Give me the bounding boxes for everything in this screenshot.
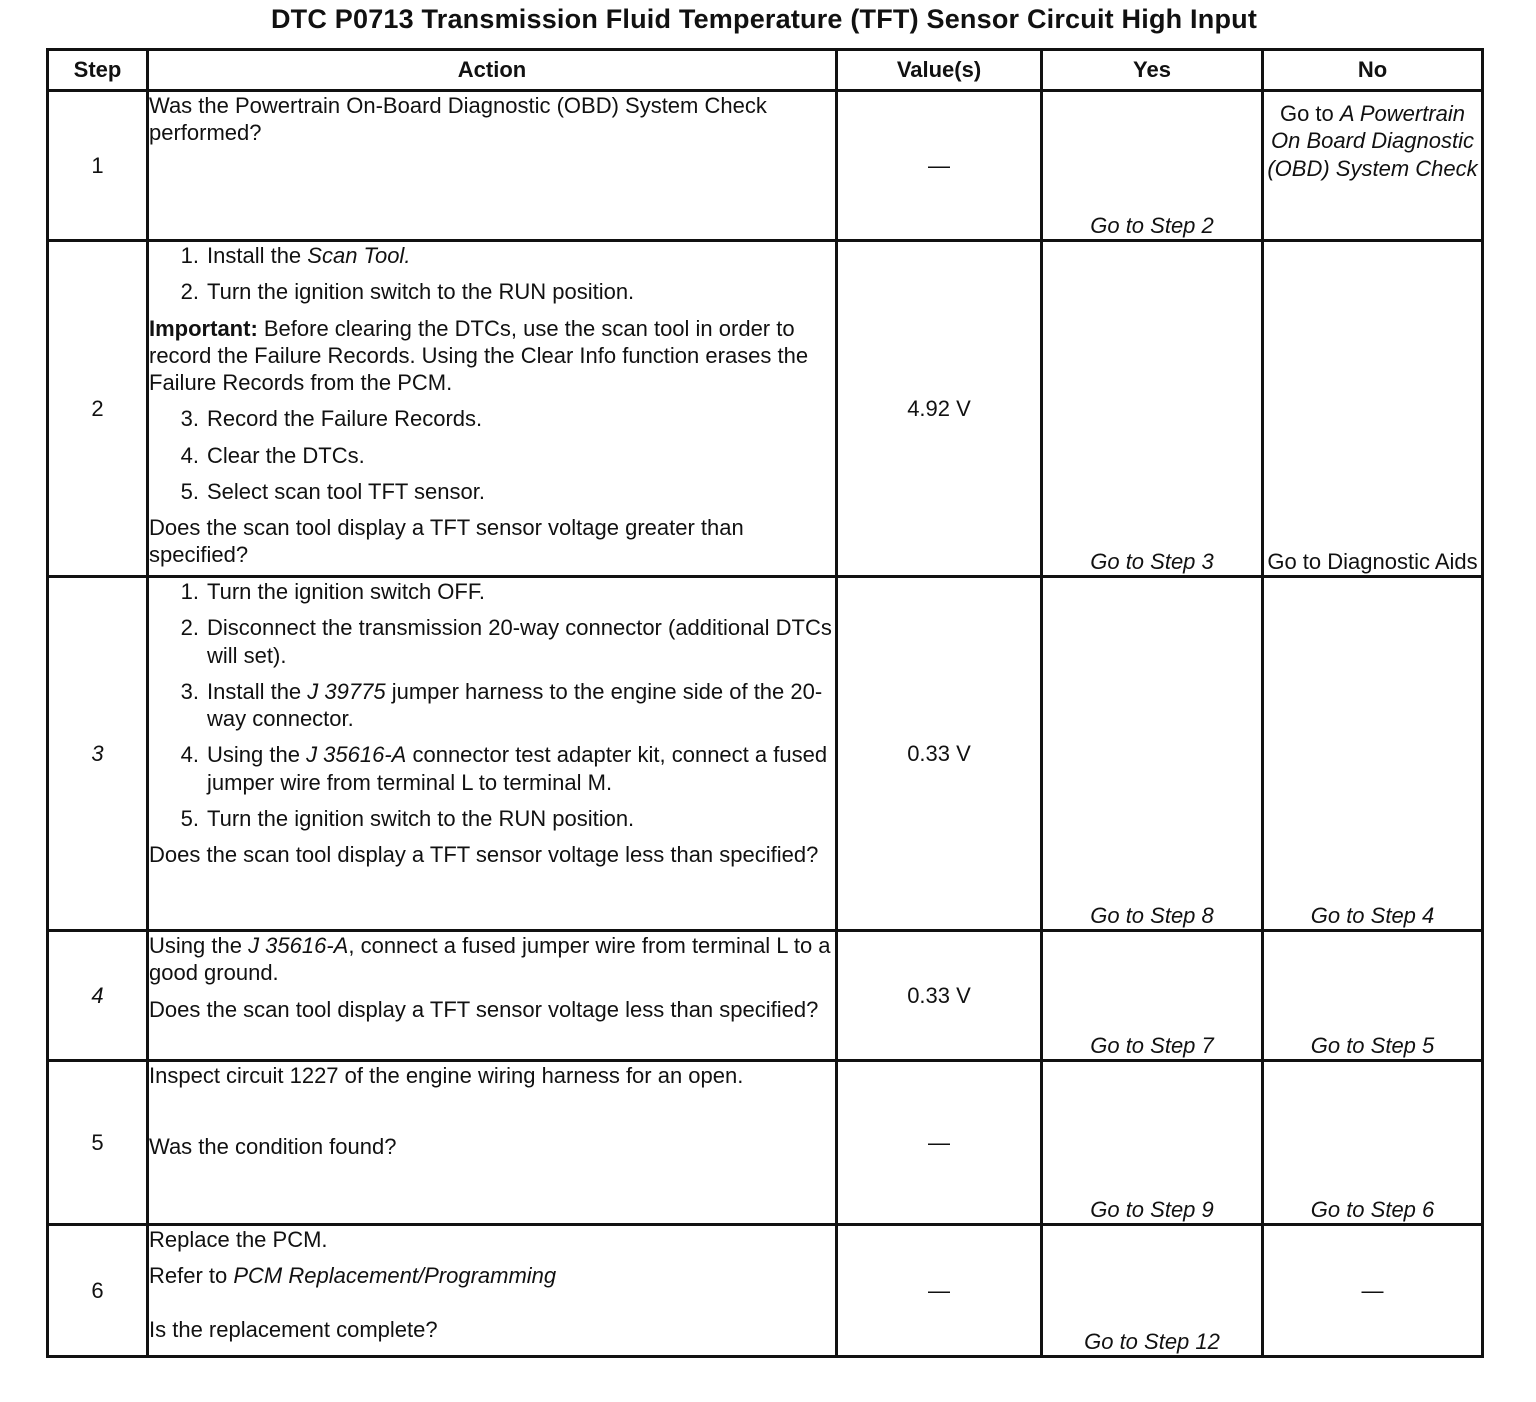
step-number: 4 (48, 931, 148, 1061)
yes-cell: Go to Step 9 (1042, 1061, 1263, 1225)
no-cell: Go to Step 6 (1263, 1061, 1483, 1225)
header-action: Action (148, 50, 837, 91)
table-row (48, 1061, 1483, 1225)
action-text-part: , connect a fused jumper wire from terminal L to a good ground. (149, 933, 831, 986)
tool-name: J 39775 (307, 678, 386, 704)
yes-cell: Go to Step 3 (1042, 241, 1263, 577)
list-number: 5. (180, 805, 199, 831)
action-text: Inspect circuit 1227 of the engine wiring harness for an open. (149, 1063, 744, 1088)
header-step: Step (48, 50, 148, 91)
action-text-part: Using the (149, 933, 249, 958)
no-cell: — (1263, 1225, 1483, 1357)
list-text: Select scan tool TFT sensor. (207, 478, 485, 504)
value-cell: 0.33 V (837, 931, 1042, 1061)
yes-cell: Go to Step 7 (1042, 931, 1263, 1061)
action-list (149, 242, 835, 306)
no-cell: Go to Step 4 (1263, 577, 1483, 931)
diagnostic-table (46, 48, 1484, 1358)
list-item (149, 741, 835, 796)
page-title: DTC P0713 Transmission Fluid Temperature (TFT) Sensor Circuit High Input (270, 4, 1258, 34)
table-row (48, 91, 1483, 241)
action-text: Replace the PCM. (149, 1227, 328, 1252)
list-item (149, 678, 835, 733)
list-text: Install the (207, 243, 308, 268)
list-number: 3. (180, 678, 199, 704)
list-text: Install the (207, 678, 308, 704)
yes-cell: Go to Step 2 (1042, 91, 1263, 241)
step-number: 5 (48, 1061, 148, 1225)
step-number: 3 (48, 577, 148, 931)
no-prefix: Go to (1279, 101, 1334, 126)
action-question: Does the scan tool display a TFT sensor voltage less than specified? (149, 842, 819, 868)
no-cell (1263, 91, 1483, 241)
header-row (48, 50, 1483, 91)
action-cell (148, 1225, 837, 1357)
list-item (149, 805, 835, 832)
list-item (149, 442, 835, 469)
table-row (48, 241, 1483, 577)
step-number: 6 (48, 1225, 148, 1357)
value-cell: — (837, 91, 1042, 241)
important-label: Important: (149, 315, 258, 341)
tool-name: J 35616-A (306, 742, 407, 768)
value-cell: 0.33 V (837, 577, 1042, 931)
list-number: 4. (180, 442, 199, 468)
reference-prefix: Refer to (149, 1263, 234, 1289)
list-number: 1. (180, 579, 199, 604)
list-text: Using the (207, 742, 307, 768)
no-cell: Go to Diagnostic Aids (1263, 241, 1483, 577)
action-reference (149, 1262, 835, 1289)
table-row (48, 931, 1483, 1061)
action-list (149, 405, 835, 505)
no-link-text: A Powertrain On Board Diagnostic (OBD) System Check (1267, 101, 1478, 181)
list-text: Turn the ignition switch OFF. (207, 579, 485, 604)
header-values: Value(s) (837, 50, 1042, 91)
action-cell (148, 577, 837, 931)
action-text: Was the Powertrain On-Board Diagnostic (OBD) System Check performed? (149, 93, 767, 146)
list-text: Disconnect the transmission 20-way connector (additional DTCs will set). (207, 615, 832, 668)
header-yes: Yes (1042, 50, 1263, 91)
list-number: 2. (180, 615, 199, 641)
tool-name: Scan Tool. (307, 243, 411, 268)
step-number: 1 (48, 91, 148, 241)
value-cell: — (837, 1225, 1042, 1357)
list-number: 5. (180, 478, 199, 504)
value-cell: — (837, 1061, 1042, 1225)
list-number: 3. (180, 406, 199, 432)
table-row (48, 577, 1483, 931)
spacer (149, 1290, 835, 1316)
list-text: Record the Failure Records. (207, 406, 483, 432)
yes-cell: Go to Step 8 (1042, 577, 1263, 931)
table-row (48, 1225, 1483, 1357)
action-cell (148, 931, 837, 1061)
list-item (149, 405, 835, 432)
action-question: Is the replacement complete? (149, 1316, 438, 1342)
list-number: 1. (180, 243, 199, 268)
action-cell (148, 1061, 837, 1225)
step-number: 2 (48, 241, 148, 577)
action-text (149, 932, 835, 987)
list-number: 4. (180, 742, 199, 768)
reference-title: PCM Replacement/Programming (233, 1263, 557, 1289)
value-cell: 4.92 V (837, 241, 1042, 577)
list-text: Turn the ignition switch to the RUN position. (207, 279, 635, 305)
list-item (149, 614, 835, 669)
action-cell (148, 241, 837, 577)
list-number: 2. (180, 279, 199, 305)
important-text: Before clearing the DTCs, use the scan tool in order to record the Failure Records. Using the Clear Info function erases the Failure Records from the PCM. (149, 315, 809, 396)
important-note (149, 315, 835, 397)
action-question: Does the scan tool display a TFT sensor voltage greater than specified? (149, 515, 744, 568)
list-item (149, 478, 835, 505)
action-cell (148, 91, 837, 241)
list-text: Clear the DTCs. (207, 442, 365, 468)
list-text: jumper harness to the engine side of the 20-way connector. (207, 678, 823, 732)
action-question: Was the condition found? (149, 1134, 397, 1160)
action-list (149, 578, 835, 832)
no-cell: Go to Step 5 (1263, 931, 1483, 1061)
header-no: No (1263, 50, 1483, 91)
list-item (149, 278, 835, 305)
spacer (149, 1089, 835, 1133)
list-text: Turn the ignition switch to the RUN position. (207, 805, 635, 831)
list-item (149, 578, 835, 605)
yes-cell: Go to Step 12 (1042, 1225, 1263, 1357)
list-text: connector test adapter kit, connect a fused jumper wire from terminal L to terminal M. (207, 742, 828, 795)
action-question: Does the scan tool display a TFT sensor voltage less than specified? (149, 996, 819, 1022)
list-item (149, 242, 835, 269)
tool-name: J 35616-A (248, 933, 349, 958)
